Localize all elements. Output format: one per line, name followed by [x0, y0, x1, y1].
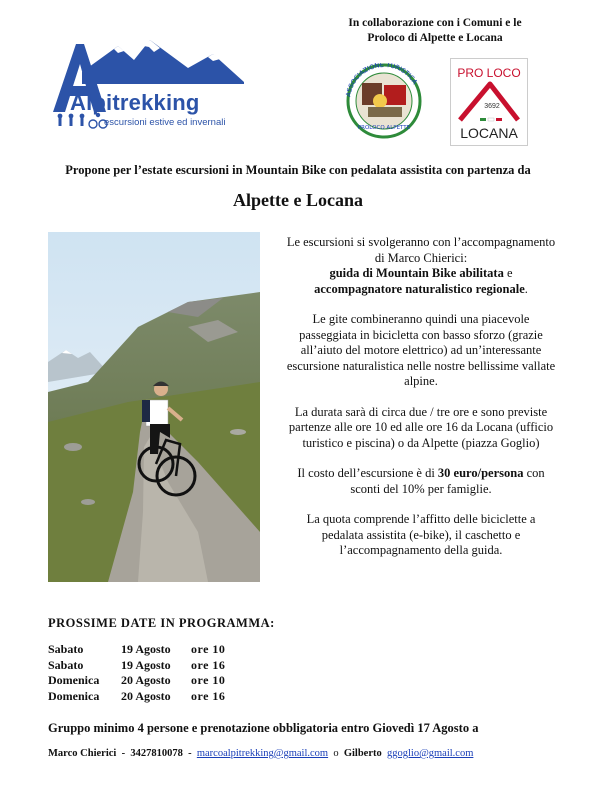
- desc-p1-period: .: [524, 281, 528, 296]
- desc-p4-text: Il costo dell’escursione è di: [297, 466, 438, 480]
- dates-title: PROSSIME DATE IN PROGRAMMA:: [48, 616, 275, 630]
- assoc-turistica-seal: [338, 63, 430, 139]
- date-time: ore 16: [191, 688, 226, 703]
- date-date: 20 Agosto: [121, 688, 171, 703]
- date-day: Sabato: [48, 657, 84, 672]
- date-row: [48, 658, 251, 674]
- desc-p1-text: Le escursioni si svolgeranno con l’accompagnamento di Marco Chierici:: [286, 235, 556, 265]
- proloco-locana-logo: [450, 58, 528, 146]
- contact-separator: -: [116, 748, 131, 759]
- desc-paragraph-included: La quota comprende l’affitto delle biciclette a pedalata assistita (e-bike), il caschetto e l’accompagnamento della guida.: [306, 512, 536, 557]
- date-time: ore 16: [191, 657, 226, 672]
- date-day: Domenica: [48, 688, 100, 703]
- svg-text:ASSOCIAZIONE TURISTICA: ASSOCIAZIONE TURISTICA: [344, 63, 419, 98]
- contact-separator-or: o: [328, 748, 344, 759]
- desc-paragraph-tour: Le gite combineranno quindi una piacevole passeggiata in bicicletta con basso sforzo (grazie all’aiuto del motore elettrico) ad un’interessante escursione naturalistica nelle nostre bellissime vallate alpine.: [286, 312, 556, 388]
- seal-icon: [338, 63, 430, 139]
- date-date: 19 Agosto: [121, 642, 171, 656]
- contact-separator: -: [182, 748, 197, 759]
- collaboration-line-1: In collaborazione con i Comuni e le: [348, 17, 522, 29]
- svg-text:PRO LOCO: PRO LOCO: [457, 66, 521, 80]
- svg-text:LOCANA: LOCANA: [460, 125, 518, 141]
- date-date: 20 Agosto: [121, 673, 171, 687]
- svg-text:3692: 3692: [484, 103, 500, 110]
- date-day: Domenica: [48, 673, 100, 687]
- description: [286, 235, 556, 574]
- date-row: [48, 689, 251, 705]
- desc-p4-price: 30 euro/persona: [437, 466, 524, 480]
- date-row: [48, 673, 251, 689]
- proloco-mountain-icon: [450, 58, 528, 146]
- desc-paragraph-guide: [286, 235, 556, 297]
- svg-text:PROLOCO ALPETTE: PROLOCO ALPETTE: [357, 125, 411, 131]
- group-booking-note: Gruppo minimo 4 persone e prenotazione obbligatoria entro Giovedì 17 Agosto a: [48, 721, 479, 735]
- desc-paragraph-cost: [286, 466, 556, 497]
- collaboration-note: [320, 16, 550, 46]
- logo-tagline: escursioni estive ed invernali: [104, 117, 226, 128]
- contact-email-marco-link[interactable]: marcoalpitrekking@gmail.com: [196, 748, 329, 759]
- date-date: 19 Agosto: [121, 657, 171, 672]
- contact-name-gilberto: Gilberto: [343, 748, 382, 759]
- contact-email-gilberto-link[interactable]: ggoglio@gmail.com: [387, 748, 474, 759]
- desc-paragraph-duration: La durata sarà di circa due / tre ore e sono previste partenze alle ore 10 ed alle ore 16 da Locana (ufficio turistico e piscina) o da Alpette (piazza Goglio): [288, 404, 554, 450]
- collaboration-line-2: Proloco di Alpette e Locana: [367, 32, 503, 44]
- places-title: Alpette e Locana: [233, 190, 363, 210]
- logo-wordmark: Alpitrekking: [70, 90, 200, 115]
- contact-name-marco: Marco Chierici: [48, 748, 117, 759]
- desc-p1-guide-naturalist: accompagnatore naturalistico regionale: [314, 281, 525, 296]
- mountain-bike-photo: [48, 232, 260, 582]
- desc-p4-discount: con sconti del 10% per famiglie.: [350, 466, 545, 496]
- alpitrekking-logo: [48, 32, 248, 132]
- headline: Propone per l’estate escursioni in Mountain Bike con pedalata assistita con partenza da: [65, 163, 531, 177]
- date-time: ore 10: [191, 673, 226, 687]
- cyclist-photo-image: [48, 232, 260, 582]
- date-time: ore 10: [191, 642, 226, 656]
- desc-p1-guide-qualification: guida di Mountain Bike abilitata: [329, 266, 504, 280]
- date-day: Sabato: [48, 642, 84, 656]
- date-row: [48, 642, 251, 658]
- desc-p1-connector: e: [503, 266, 513, 280]
- contact-phone[interactable]: 3427810078: [130, 748, 183, 759]
- dates-table: [48, 642, 251, 704]
- contacts-line: [48, 748, 473, 759]
